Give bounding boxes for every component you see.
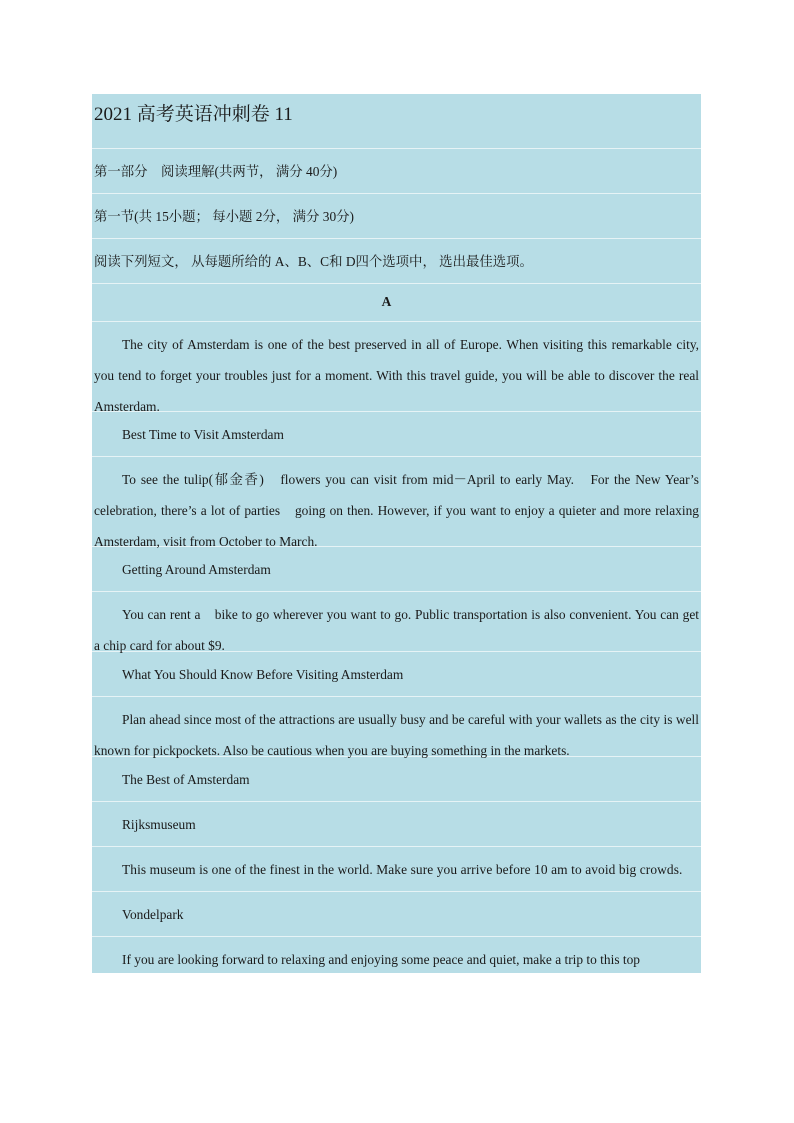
- part-heading: 第一部分 阅读理解(共两节， 满分 40分): [92, 149, 701, 194]
- heading-best-of: The Best of Amsterdam: [92, 757, 701, 802]
- paragraph-intro: The city of Amsterdam is one of the best preserved in all of Europe. When visiting this remarkable city, you tend to forget your troubles just for a moment. With this travel guide, you will be able to discover the real Amsterdam.: [92, 322, 701, 412]
- heading-vondelpark: Vondelpark: [92, 892, 701, 937]
- paragraph-best-time: To see the tulip(郁金香) flowers you can visit from mid－April to early May. For the New Year’s celebration, there’s a lot of parties going on then. However, if you want to enjoy a quieter and more relaxing Amsterdam, visit from October to March.: [92, 457, 701, 547]
- paragraph-vondelpark: If you are looking forward to relaxing and enjoying some peace and quiet, make a trip to this top: [122, 952, 640, 967]
- section-heading: 第一节(共 15小题； 每小题 2分， 满分 30分): [92, 194, 701, 239]
- passage-label: A: [92, 284, 701, 322]
- instruction-text: 阅读下列短文， 从每题所给的 A、B、C和 D四个选项中， 选出最佳选项。: [92, 239, 701, 284]
- heading-getting-around: Getting Around Amsterdam: [92, 547, 701, 592]
- heading-best-time: Best Time to Visit Amsterdam: [92, 412, 701, 457]
- heading-rijksmuseum: Rijksmuseum: [92, 802, 701, 847]
- exam-page-content: [92, 94, 701, 973]
- paragraph-know-before: Plan ahead since most of the attractions are usually busy and be careful with your wallets as the city is well known for pickpockets. Also be cautious when you are buying something in the markets.: [92, 697, 701, 757]
- document-title: 2021 高考英语冲刺卷 11: [92, 94, 701, 149]
- paragraph-rijksmuseum: This museum is one of the finest in the world. Make sure you arrive before 10 am to avoid big crowds.: [92, 847, 701, 892]
- heading-know-before: What You Should Know Before Visiting Amsterdam: [92, 652, 701, 697]
- paragraph-getting-around: You can rent a bike to go wherever you want to go. Public transportation is also convenient. You can get a chip card for about $9.: [92, 592, 701, 652]
